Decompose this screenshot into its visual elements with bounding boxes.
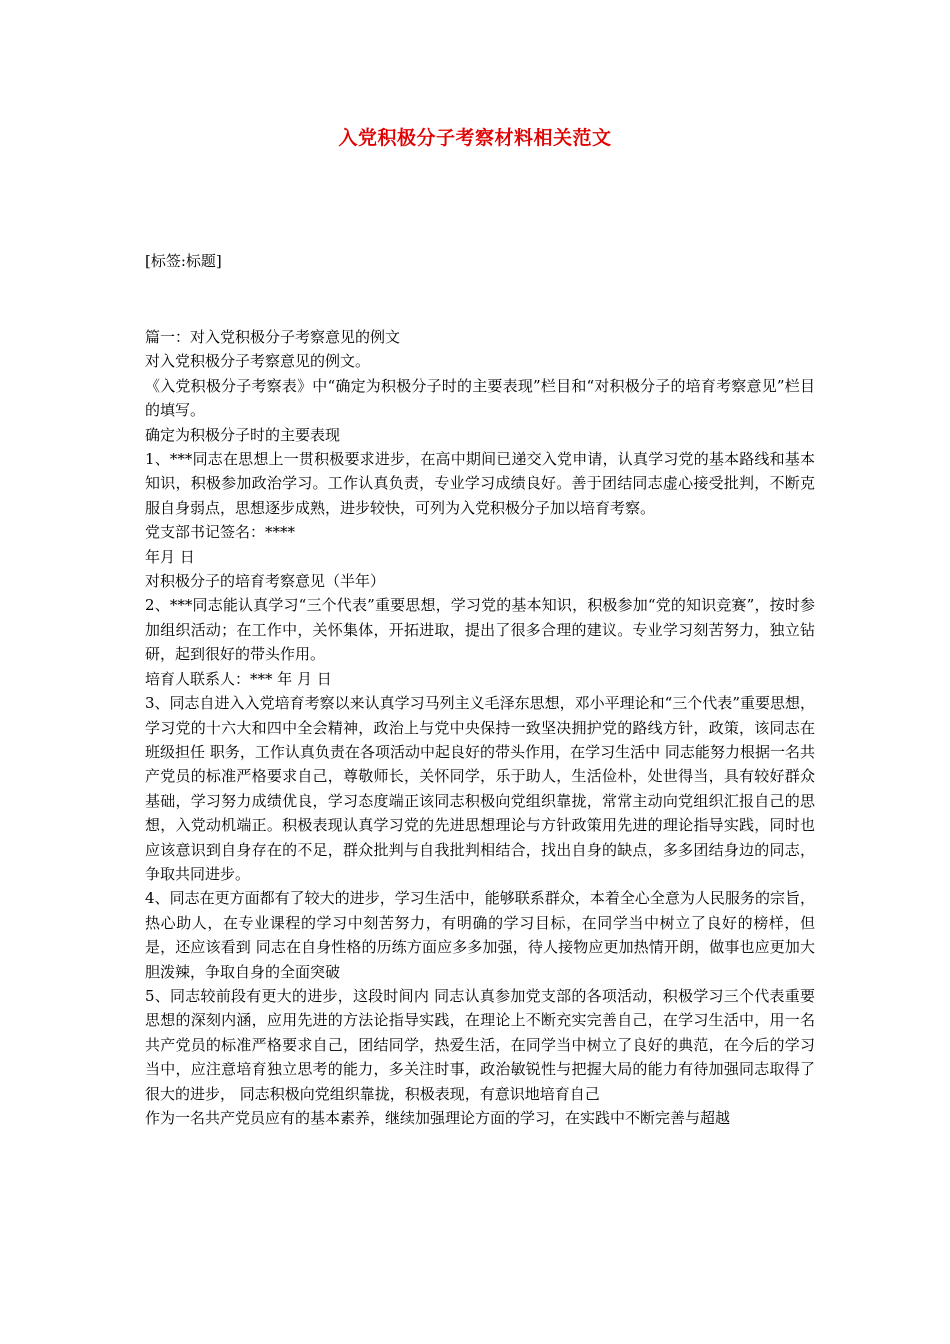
paragraph-item-3: 3、同志自进入入党培育考察以来认真学习马列主义毛泽东思想，邓小平理论和“三个代表”重要思想，学习党的十六大和四中全会精神，政治上与党中央保持一致坚决拥护党的路线方针，政策，该同志在班级担任 职务，工作认真负责在各项活动中起良好的带头作用，在学习生活中 同志能努力根据一名共产党员的标准严格要求自己，尊敬师长，关怀同学，乐于助人，生活俭朴，处世得当，具有较好群众基础，学习努力成绩优良，学习态度端正该同志积极向党组织靠拢，常常主动向党组织汇报自己的思想，入党动机端正。积极表现认真学习党的先进思想理论与方针政策用先进的理论指导实践，同时也应该意识到自身存在的不足，群众批判与自我批判相结合，找出自身的缺点，多多团结身边的同志，争取共同进步。: [145, 694, 815, 883]
paragraph-heading-part-one: 篇一：对入党积极分子考察意见的例文: [145, 328, 401, 346]
paragraph-subheading: 对积极分子的培育考察意见（半年）: [145, 572, 386, 591]
paragraph-subheading: 确定为积极分子时的主要表现: [145, 425, 341, 444]
paragraph-continuation: 作为一名共产党员应有的基本素养，继续加强理论方面的学习，在实践中不断完善与超越: [145, 1109, 731, 1127]
paragraph: 《入党积极分子考察表》中“确定为积极分子时的主要表现”栏目和“对积极分子的培育考察意见”栏目的填写。: [145, 376, 815, 420]
tag-label: [标签:标题]: [145, 252, 222, 270]
paragraph-item-1: 1、***同志在思想上一贯积极要求进步，在高中期间已递交入党申请，认真学习党的基本路线和基本知识，积极参加政治学习。工作认真负责，专业学习成绩良好。善于团结同志虚心接受批判，不断克服自身弱点，思想逐步成熟，进步较快，可列为入党积极分子加以培育考察。: [145, 450, 815, 517]
date-line: 年月 日: [145, 547, 195, 566]
contact-line: 培育人联系人：*** 年 月 日: [145, 669, 332, 688]
paragraph-item-5: 5、同志较前段有更大的进步，这段时间内 同志认真参加党支部的各项活动，积极学习三个代表重要思想的深刻内涵，应用先进的方法论指导实践，在理论上不断充实完善自己，在学习生活中，用一名共产党员的标准严格要求自己，团结同学，热爱生活，在同学当中树立了良好的典范，在今后的学习当中，应注意培育独立思考的能力，多关注时事，政治敏锐性与把握大局的能力有待加强同志取得了很大的进步， 同志积极向党组织靠拢，积极表现，有意识地培育自己: [145, 986, 815, 1103]
document-body: [145, 325, 815, 1130]
paragraph-item-2: 2、***同志能认真学习“三个代表”重要思想，学习党的基本知识，积极参加“党的知识竞赛”，按时参加组织活动；在工作中，关怀集体，开拓进取，提出了很多合理的建议。专业学习刻苦努力，独立钻研，起到很好的带头作用。: [145, 596, 815, 664]
signature-line: 党支部书记签名：****: [145, 523, 296, 542]
document-title: 入党积极分子考察材料相关范文: [338, 127, 612, 149]
paragraph: 对入党积极分子考察意见的例文。: [145, 352, 371, 371]
paragraph-item-4: 4、同志在更方面都有了较大的进步，学习生活中，能够联系群众，本着全心全意为人民服务的宗旨，热心助人，在专业课程的学习中刻苦努力，有明确的学习目标，在同学当中树立了良好的榜样，但是，还应该看到 同志在自身性格的历练方面应多多加强，待人接物应更加热情开朗，做事也应更加大胆泼辣，争取自身的全面突破: [145, 889, 815, 981]
